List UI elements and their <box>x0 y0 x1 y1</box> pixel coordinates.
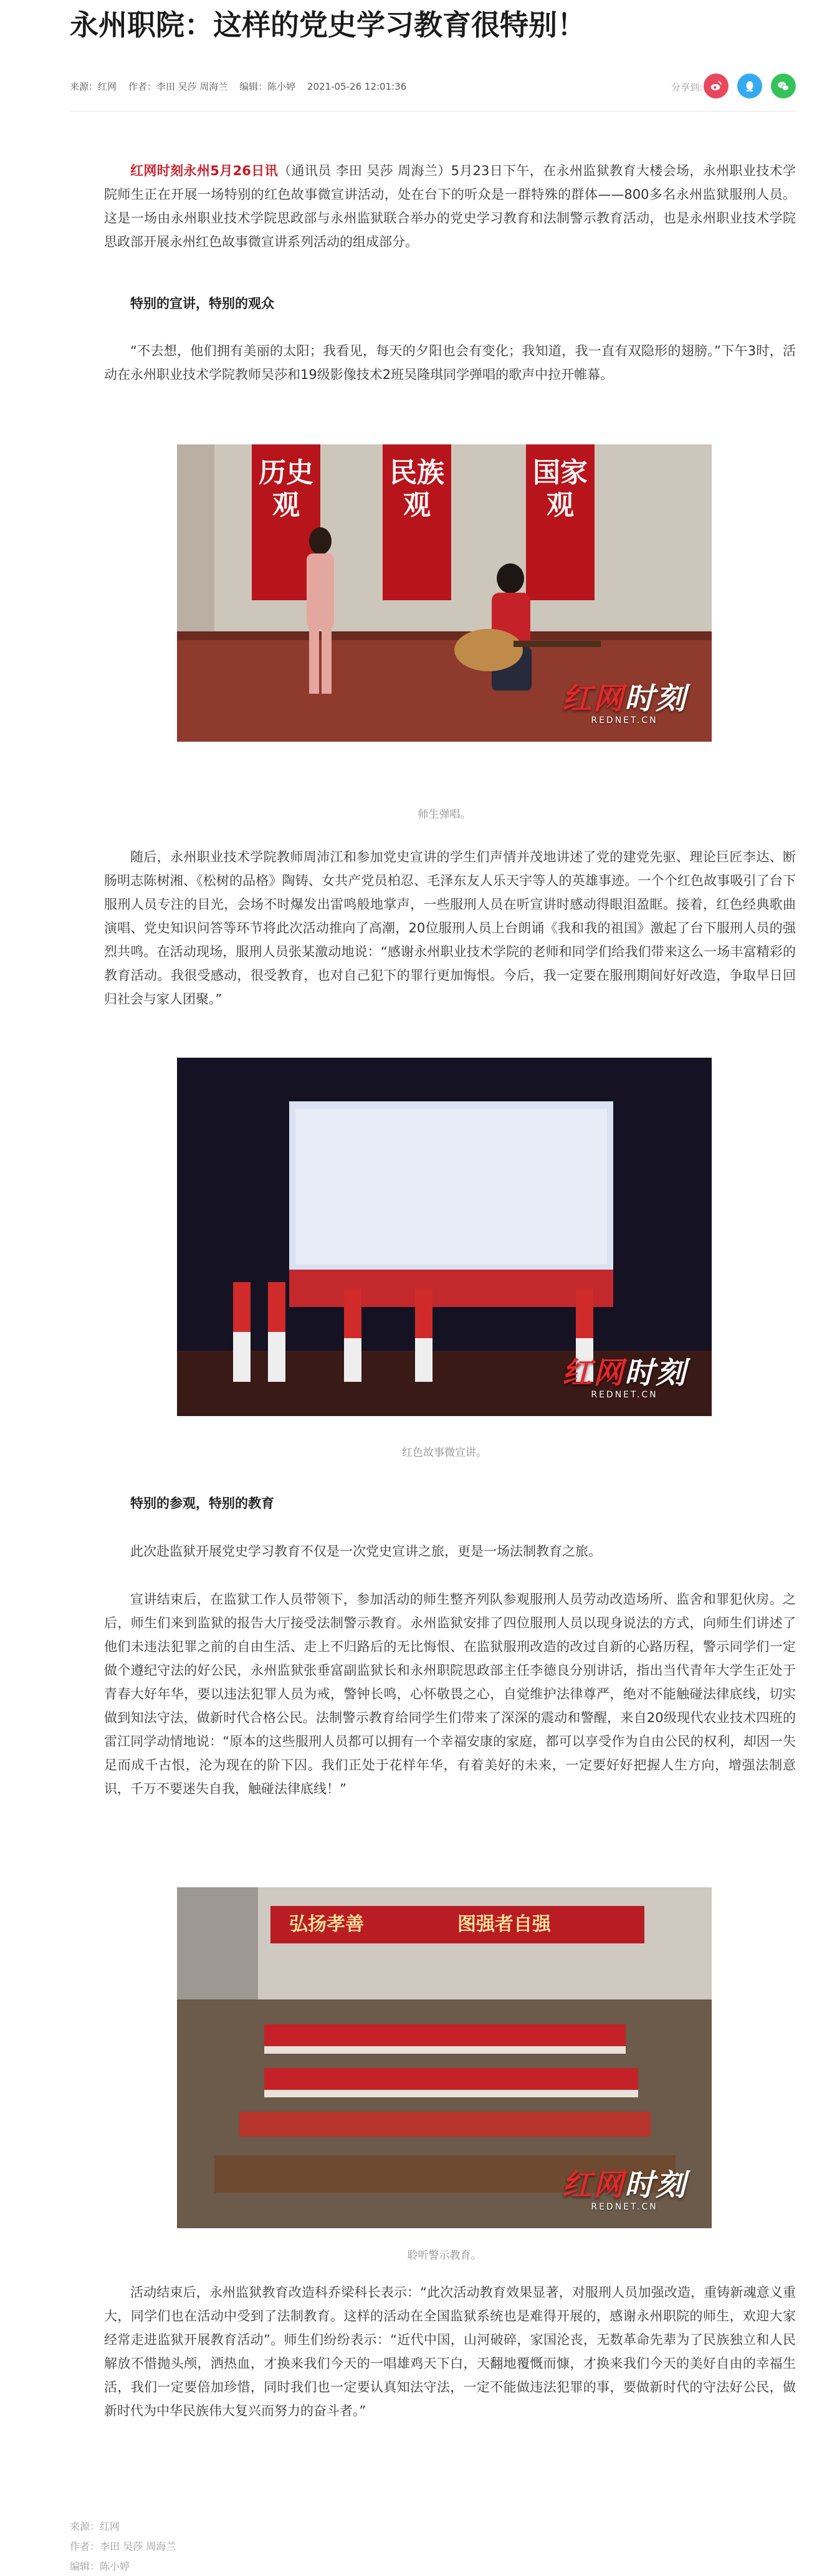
rednet-watermark: 红网时刻 REDNET.CN <box>562 681 687 725</box>
share-weibo-button[interactable] <box>704 74 729 98</box>
rednet-watermark: 红网时刻 REDNET.CN <box>562 1356 687 1400</box>
intro-lead: 红网时刻永州5月26日讯 <box>130 163 278 178</box>
photo-3-caption: 聆听警示教育。 <box>407 2249 482 2262</box>
rednet-watermark: 红网时刻 REDNET.CN <box>562 2168 687 2212</box>
photo-1-banner-texts <box>177 444 712 600</box>
banner-text-left: 弘扬孝善 <box>289 1913 364 1935</box>
banner-text-right: 图强者自强 <box>457 1913 551 1935</box>
share-wechat-button[interactable] <box>771 74 796 98</box>
paragraph-3: 此次赴监狱开展党史学习教育不仅是一次党史宣讲之旅，更是一场法制教育之旅。 <box>130 1544 601 1559</box>
paragraph-4: 宣讲结束后，在监狱工作人员带领下，参加活动的师生整齐列队参观服刑人员劳动改造场所、监舍和罪犯伙房。之后，师生们来到监狱的报告大厅接受法制警示教育。永州监狱安排了四位服刑人员以现身说法的方式，向师生们讲述了他们未违法犯罪之前的自由生活、走上不归路后的无比悔恨、在监狱服刑改造的改过自新的心路历程，警示同学们一定做个遵纪守法的好公民，永州监狱张垂富副监狱长和永州职院思政部主任李德良分别讲话，指出当代青年大学生正处于青春大好年华，要以违法犯罪人员为戒，警钟长鸣，心怀敬畏之心，自觉维护法律尊严，绝对不能触碰法律底线，切实做到知法守法，做新时代合格公民。法制警示教育给同学生们带来了深深的震动和警醒，来自20级现代农业技术四班的雷江同学动情地说：“原本的这些服刑人员都可以拥有一个幸福安康的家庭，都可以享受作为自由公民的权利，却因一失足而成千古恨，沦为现在的阶下囚。我们正处于花样年华，有着美好的未来，一定要好好把握人生方向，增强法制意识，千万不要迷失自我，触碰法律底线！” <box>104 1592 796 1796</box>
footer-source: 来源：红网 <box>70 2521 120 2532</box>
photo-3-banner-texts <box>270 1906 644 1943</box>
photo-teacher-student-performance <box>177 444 712 742</box>
qq-icon <box>743 79 757 93</box>
meta-datetime: 2021-05-26 12:01:36 <box>307 81 407 92</box>
meta-editor: 陈小婷 <box>267 81 296 92</box>
meta-editor-label: 编辑： <box>239 81 268 92</box>
photo-red-story-lecture <box>177 1058 712 1416</box>
footer-editor: 编辑：陈小婷 <box>70 2560 130 2572</box>
meta-source: 红网 <box>98 81 117 92</box>
share-qq-button[interactable] <box>737 74 762 98</box>
section-2-title: 特别的参观，特别的教育 <box>130 1496 274 1511</box>
article-title: 永州职院：这样的党史学习教育很特别！ <box>70 8 586 42</box>
intro-paragraph <box>104 159 796 254</box>
meta-source-label: 来源： <box>70 81 98 92</box>
paragraph-1: “不去想，他们拥有美丽的太阳；我看见，每天的夕阳也会有变化；我知道，我一直有双隐形的翅膀。”下午3时，活动在永州职业技术学院教师吴莎和19级影像技术2班吴隆琪同学弹唱的歌声中拉开帷幕。 <box>104 343 796 382</box>
share-label: 分享到: <box>671 82 702 93</box>
article-meta-row <box>70 74 796 98</box>
paragraph-2: 随后，永州职业技术学院教师周沛江和参加党史宣讲的学生们声情并茂地讲述了党的建党先驱、理论巨匠李达、断肠明志陈树湘、《松树的品格》陶铸、女共产党员柏忍、毛泽东友人乐天宇等人的英雄事迹。一个个红色故事吸引了台下服刑人员专注的目光，会场不时爆发出雷鸣般地掌声，一些服刑人员在听宣讲时感动得眼泪盈眶。接着，红色经典歌曲演唱、党史知识问答等环节将此次活动推向了高潮，20位服刑人员上台朗诵《我和我的祖国》激起了台下服刑人员的强烈共鸣。在活动现场，服刑人员张某激动地说：“感谢永州职业技术学院的老师和同学们给我们带来这么一场丰富精彩的教育活动。我很受感动，很受教育，也对自己犯下的罪行更加悔恨。今后，我一定要在服刑期间好好改造，争取早日回归社会与家人团聚。” <box>104 850 796 1007</box>
section-1-title: 特别的宣讲，特别的观众 <box>130 296 274 311</box>
photo-2-caption: 红色故事微宣讲。 <box>402 1447 487 1459</box>
weibo-icon <box>709 79 723 93</box>
photo-1-caption: 师生弹唱。 <box>418 808 471 821</box>
meta-author-label: 作者： <box>128 81 156 92</box>
banner-text-1: 历史观 <box>259 457 313 521</box>
meta-author: 李田 吴莎 周海兰 <box>156 81 228 92</box>
intro-text: （通讯员 李田 吴莎 周海兰）5月23日下午，在永州监狱教育大楼会场，永州职业技术学院师生正在开展一场特别的红色故事微宣讲活动，处在台下的听众是一群特殊的群体——800多名永州监狱服刑人员。这是一场由永州职业技术学院思政部与永州监狱联合举办的党史学习教育和法制警示教育活动，也是永州职业技术学院思政部开展永州红色故事微宣讲系列活动的组成部分。 <box>104 163 796 249</box>
article-meta <box>70 80 415 93</box>
paragraph-5: 活动结束后，永州监狱教育改造科乔梁科长表示：“此次活动教育效果显著，对服刑人员加强改造，重铸新魂意义重大，同学们也在活动中受到了法制教育。这样的活动在全国监狱系统也是难得开展的，感谢永州职院的师生，欢迎大家经常走进监狱开展教育活动”。师生们纷纷表示：“近代中国，山河破碎，家国沦丧，无数革命先辈为了民族独立和人民解放不惜抛头颅，洒热血，才换来我们今天的一唱雄鸡天下白，天翻地覆慨而慷，才换来我们今天的美好自由的幸福生活，我们一定要倍加珍惜，同时我们也一定要认真知法守法，一定不能做违法犯罪的事，要做新时代的守法好公民，做新时代为中华民族伟大复兴而努力的奋斗者。” <box>104 2285 796 2418</box>
photo-warning-education <box>177 1887 712 2228</box>
banner-text-3: 国家观 <box>533 457 588 521</box>
banner-text-2: 民族观 <box>389 457 444 521</box>
footer-author: 作者：李田 吴莎 周海兰 <box>70 2540 176 2552</box>
meta-divider <box>70 111 796 112</box>
wechat-icon <box>777 79 790 93</box>
